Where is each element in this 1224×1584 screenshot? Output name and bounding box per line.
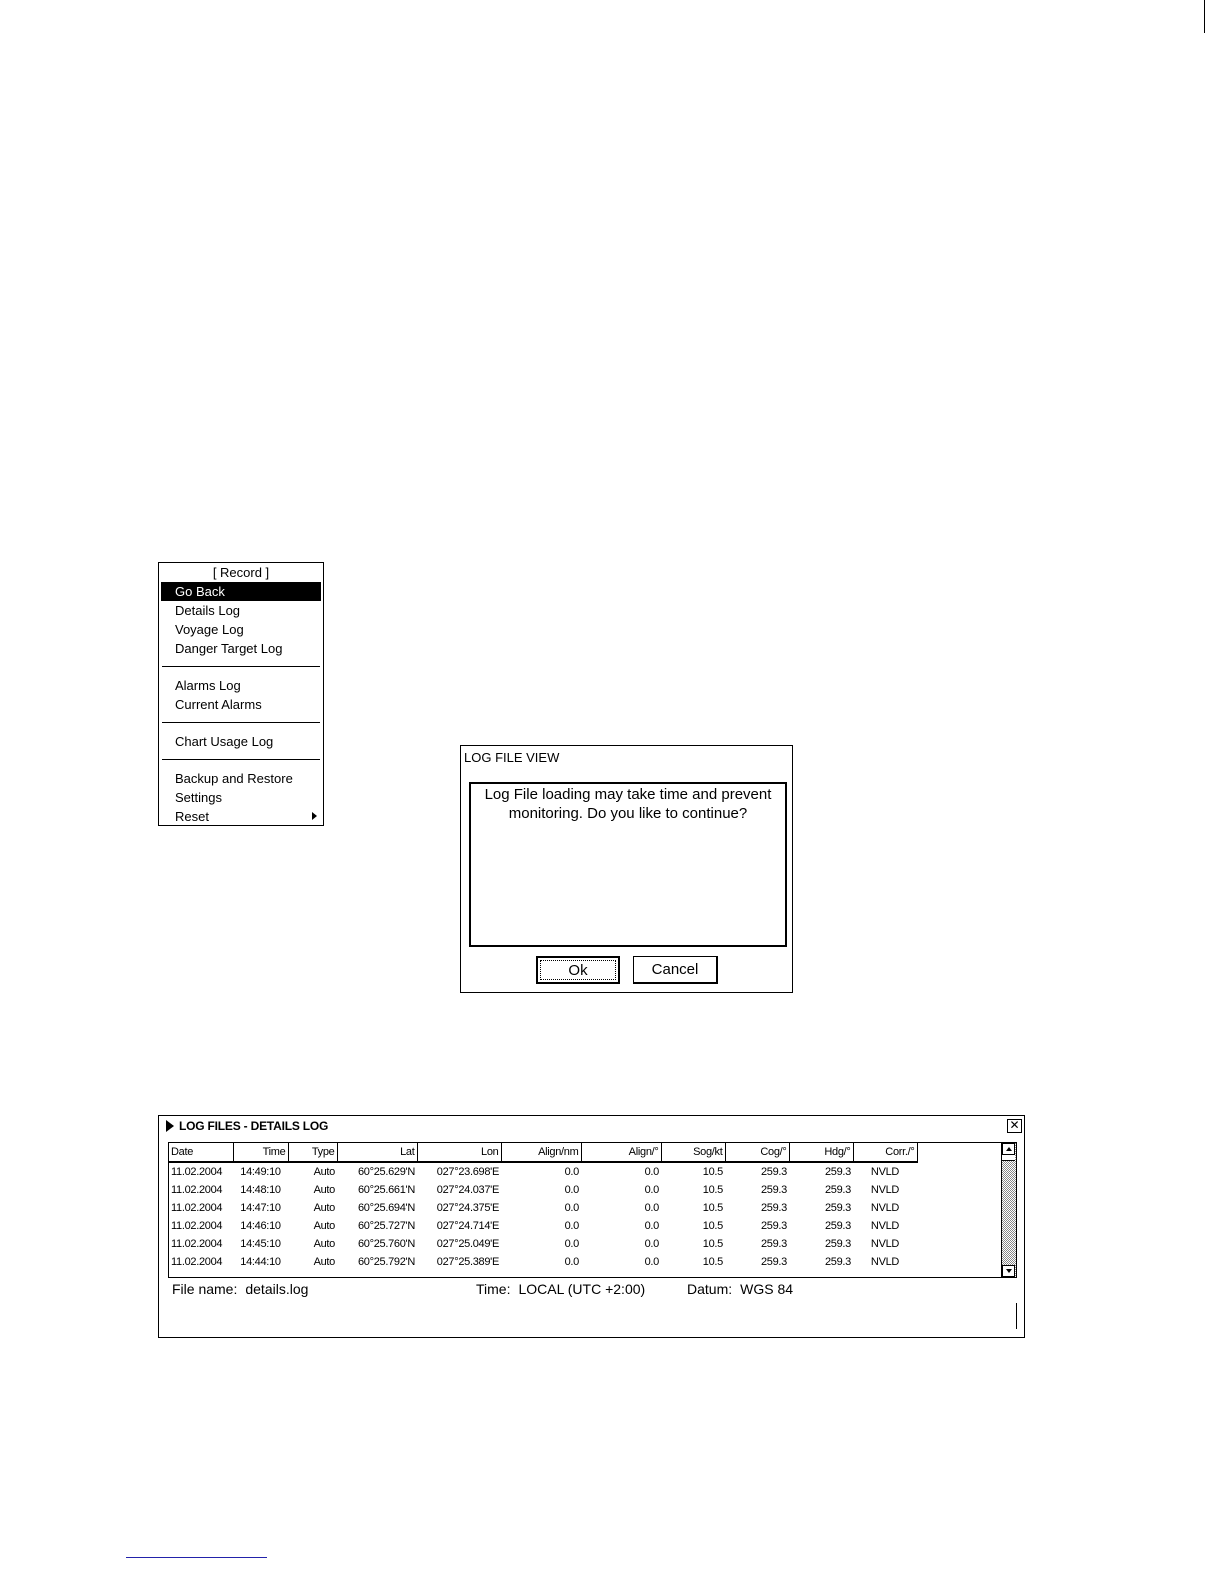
column-header-time[interactable]: Time (233, 1143, 288, 1162)
table-cell: Auto (313, 1184, 335, 1196)
table-cell: 11.02.2004 (171, 1220, 223, 1232)
column-header-corr[interactable]: Corr./° (853, 1143, 917, 1162)
table-cell: 11.02.2004 (171, 1256, 223, 1268)
table-cell: 027°25.049'E (436, 1238, 499, 1250)
table-cell: 0.0 (644, 1256, 659, 1268)
table-cell: 11.02.2004 (171, 1238, 223, 1250)
table-cell: 11.02.2004 (171, 1184, 223, 1196)
table-cell: 10.5 (702, 1184, 723, 1196)
dialog-message-line: monitoring. Do you like to continue? (508, 805, 748, 822)
table-cell: 0.0 (564, 1256, 579, 1268)
window-menu-arrow-icon[interactable] (166, 1120, 174, 1132)
time-info (476, 1281, 645, 1297)
table-cell: 0.0 (644, 1202, 659, 1214)
ok-button[interactable] (536, 956, 620, 984)
table-row[interactable] (169, 1235, 917, 1253)
table-cell: 10.5 (702, 1166, 723, 1178)
table-cell: 0.0 (564, 1220, 579, 1232)
table-cell: 259.3 (824, 1202, 851, 1214)
table-cell: NVLD (870, 1202, 900, 1214)
table-cell: 10.5 (702, 1256, 723, 1268)
table-cell: 0.0 (644, 1166, 659, 1178)
time-value: LOCAL (UTC +2:00) (518, 1281, 646, 1297)
log-files-window (158, 1115, 1025, 1338)
table-row[interactable] (169, 1199, 917, 1217)
table-cell: 14:48:10 (240, 1184, 281, 1196)
menu-item-alarms-log[interactable]: Alarms Log (175, 678, 241, 693)
menu-item-reset[interactable] (161, 807, 321, 826)
table-cell: 0.0 (644, 1220, 659, 1232)
column-header-type[interactable]: Type (288, 1143, 337, 1162)
column-header-cog[interactable]: Cog/° (725, 1143, 789, 1162)
cancel-button[interactable]: Cancel (633, 956, 718, 984)
table-cell: 259.3 (824, 1220, 851, 1232)
table-cell: 259.3 (760, 1256, 787, 1268)
scroll-down-icon[interactable] (1002, 1265, 1015, 1277)
table-cell: 14:49:10 (240, 1166, 281, 1178)
table-cell: 027°23.698'E (436, 1166, 499, 1178)
column-header-lon[interactable]: Lon (417, 1143, 501, 1162)
table-row[interactable] (169, 1217, 917, 1235)
table-cell: NVLD (870, 1184, 900, 1196)
dialog-message-line: Log File loading may take time and prevent (484, 786, 772, 803)
column-header-date[interactable]: Date (169, 1143, 233, 1162)
menu-item-backup-and-restore[interactable]: Backup and Restore (175, 771, 293, 786)
table-cell: 14:46:10 (240, 1220, 281, 1232)
table-cell: 0.0 (564, 1202, 579, 1214)
table-cell: 027°24.714'E (436, 1220, 499, 1232)
window-title: LOG FILES - DETAILS LOG (179, 1119, 329, 1133)
table-cell: 0.0 (644, 1184, 659, 1196)
file-name-label: File name: (172, 1281, 238, 1297)
menu-separator (162, 666, 320, 667)
table-cell: 60°25.661'N (357, 1184, 415, 1196)
table-cell: Auto (313, 1238, 335, 1250)
table-cell: 0.0 (564, 1184, 579, 1196)
focus-ring (540, 960, 616, 980)
file-name-value: details.log (245, 1281, 309, 1297)
table-cell: 259.3 (760, 1238, 787, 1250)
table-cell: 027°24.375'E (436, 1202, 499, 1214)
table-cell: Auto (313, 1166, 335, 1178)
table-cell: 11.02.2004 (171, 1166, 223, 1178)
table-cell: 0.0 (644, 1238, 659, 1250)
table-row[interactable] (169, 1181, 917, 1199)
table-cell: 0.0 (564, 1238, 579, 1250)
record-menu-title: [ Record ] (212, 565, 270, 580)
table-cell: 60°25.792'N (357, 1256, 415, 1268)
table-cell: 14:47:10 (240, 1202, 281, 1214)
table-cell: 14:44:10 (240, 1256, 281, 1268)
table-cell: 259.3 (824, 1166, 851, 1178)
table-cell: 10.5 (702, 1238, 723, 1250)
menu-separator (162, 759, 320, 760)
time-label: Time: (476, 1281, 511, 1297)
table-cell: 259.3 (760, 1220, 787, 1232)
table-cell: NVLD (870, 1220, 900, 1232)
table-cell: 259.3 (824, 1238, 851, 1250)
menu-item-settings[interactable]: Settings (175, 790, 222, 805)
menu-separator (162, 722, 320, 723)
record-menu (158, 562, 324, 826)
close-icon[interactable]: ✕ (1007, 1119, 1022, 1133)
menu-item-voyage-log[interactable]: Voyage Log (175, 622, 244, 637)
table-cell: 027°25.389'E (436, 1256, 499, 1268)
datum-label: Datum: (687, 1281, 733, 1297)
table-cell: Auto (313, 1220, 335, 1232)
menu-item-reset-label: Reset (175, 809, 209, 824)
table-row[interactable] (169, 1253, 917, 1271)
table-cell: 11.02.2004 (171, 1202, 223, 1214)
table-cell: 60°25.629'N (357, 1166, 415, 1178)
log-file-view-dialog (460, 745, 793, 993)
table-cell: Auto (313, 1256, 335, 1268)
table-cell: 10.5 (702, 1202, 723, 1214)
table-cell: 259.3 (760, 1166, 787, 1178)
footnote-rule (126, 1557, 267, 1558)
log-table (169, 1143, 918, 1271)
table-cell: 60°25.694'N (357, 1202, 415, 1214)
table-cell: 259.3 (760, 1184, 787, 1196)
table-header-row (169, 1143, 917, 1162)
table-cell: 259.3 (824, 1256, 851, 1268)
table-cell: 259.3 (824, 1184, 851, 1196)
table-cell: NVLD (870, 1166, 900, 1178)
table-cell: 60°25.760'N (357, 1238, 415, 1250)
file-name-info (172, 1281, 308, 1297)
table-cell: 259.3 (760, 1202, 787, 1214)
table-cell: NVLD (870, 1238, 900, 1250)
table-cell: 027°24.037'E (436, 1184, 499, 1196)
column-header-align-deg[interactable]: Align/° (581, 1143, 661, 1162)
table-cell: NVLD (870, 1256, 900, 1268)
menu-item-chart-usage-log[interactable]: Chart Usage Log (175, 734, 274, 749)
menu-item-danger-target-log[interactable]: Danger Target Log (175, 641, 283, 656)
table-row[interactable] (169, 1162, 917, 1181)
column-header-sog[interactable]: Sog/kt (661, 1143, 725, 1162)
table-cell: Auto (313, 1202, 335, 1214)
log-table-container (168, 1142, 1017, 1278)
table-cell: 10.5 (702, 1220, 723, 1232)
page-edge-rule (1204, 0, 1205, 33)
table-cell: 14:45:10 (240, 1238, 281, 1250)
table-cell: 60°25.727'N (357, 1220, 415, 1232)
datum-info (687, 1281, 793, 1297)
dialog-message-box (469, 782, 787, 947)
column-header-hdg[interactable]: Hdg/° (789, 1143, 853, 1162)
menu-item-details-log[interactable]: Details Log (175, 603, 241, 618)
scroll-thumb[interactable] (1002, 1155, 1015, 1161)
dialog-title: LOG FILE VIEW (464, 750, 560, 765)
menu-item-go-back[interactable]: Go Back (161, 582, 321, 601)
status-divider (1016, 1303, 1017, 1329)
table-cell: 0.0 (564, 1166, 579, 1178)
menu-item-current-alarms[interactable]: Current Alarms (175, 697, 262, 712)
ok-button-label: Ok (568, 962, 588, 979)
column-header-lat[interactable]: Lat (337, 1143, 417, 1162)
scroll-up-icon[interactable] (1002, 1143, 1015, 1155)
submenu-arrow-icon (312, 812, 317, 820)
datum-value: WGS 84 (740, 1281, 794, 1297)
column-header-align-nm[interactable]: Align/nm (501, 1143, 581, 1162)
vertical-scrollbar[interactable] (1001, 1143, 1016, 1277)
